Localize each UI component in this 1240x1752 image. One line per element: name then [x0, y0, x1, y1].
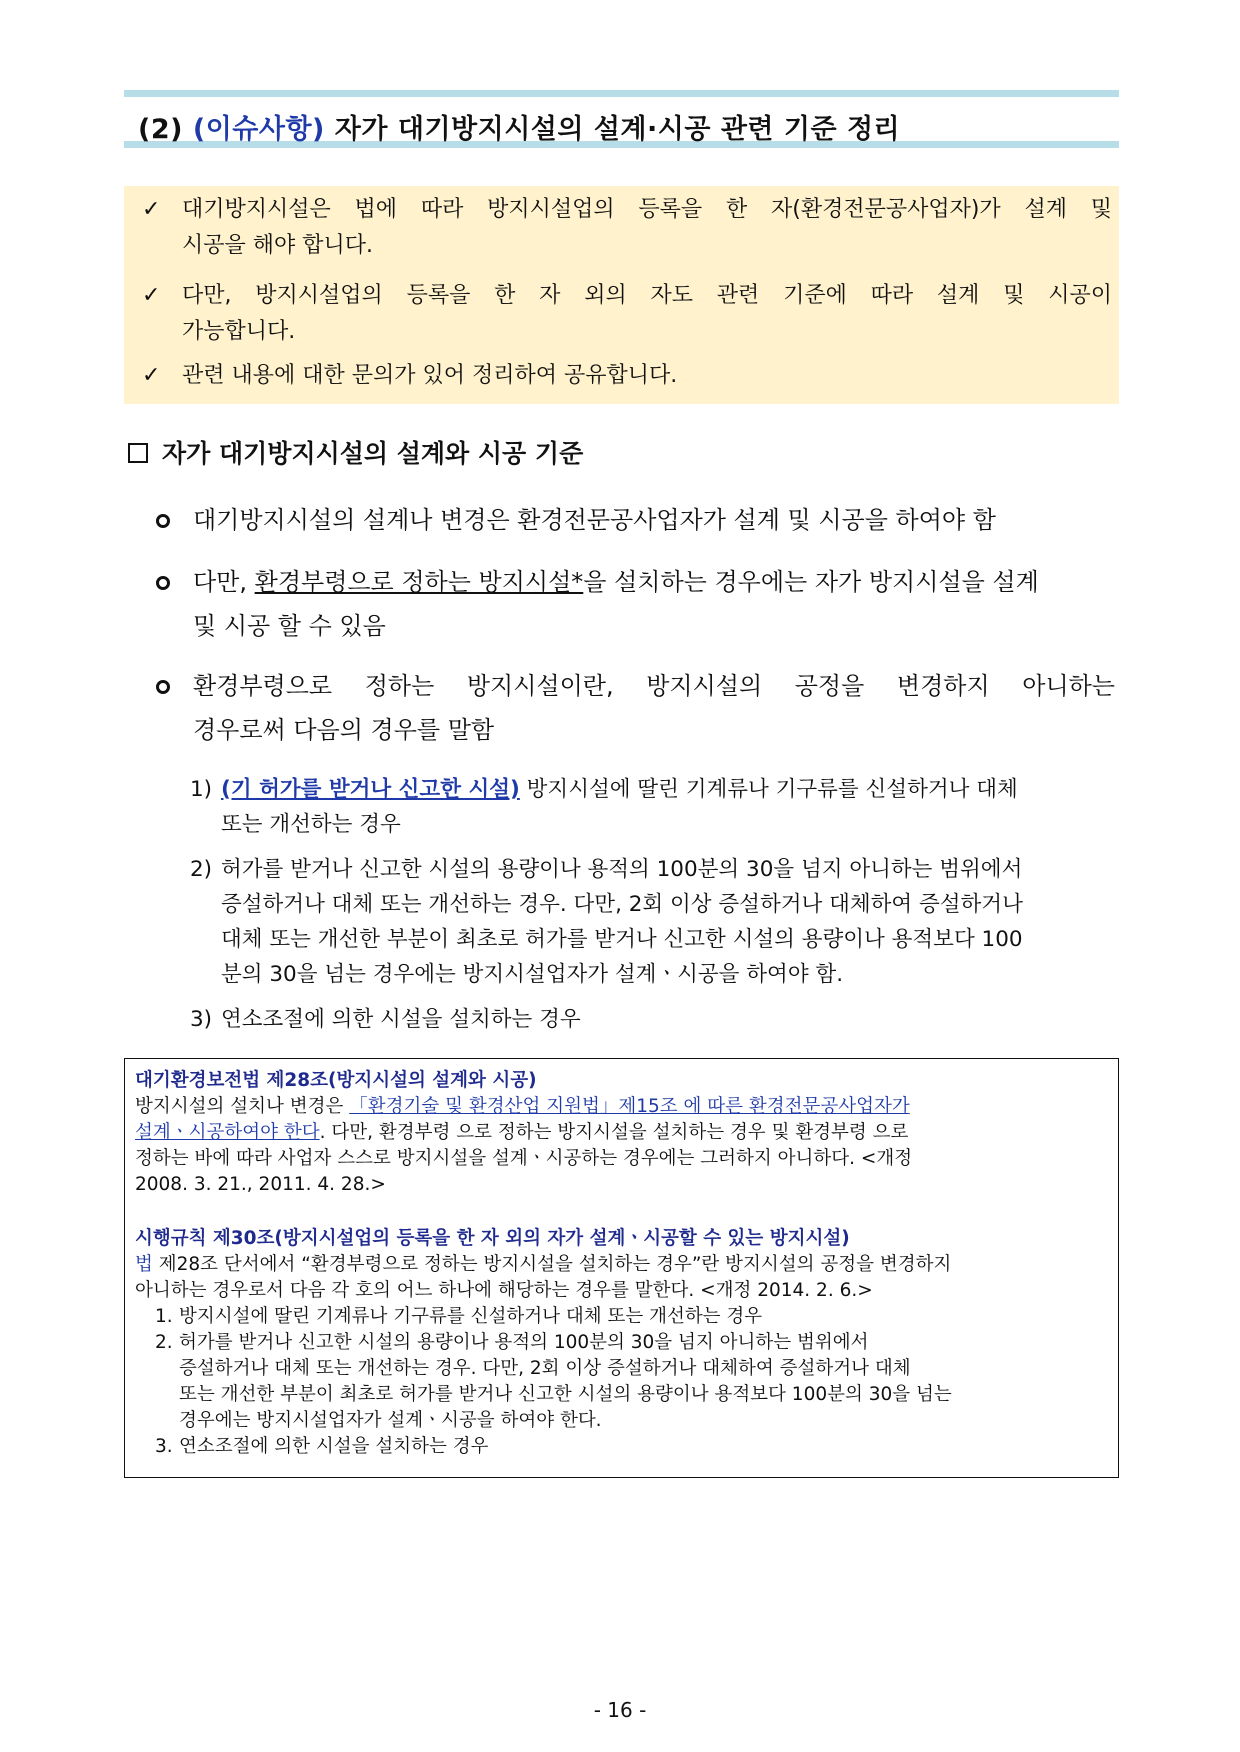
- page-title: [138, 107, 900, 146]
- rule-text: 아니하는 경우로서 다음 각 호의 어느 하나에 해당하는 경우를 말한다. <개정 2014. 2. 6.>: [135, 1280, 873, 1301]
- circle-bullet-icon: [156, 576, 170, 590]
- law-link[interactable]: 설계ㆍ시공하여야 한다: [135, 1122, 320, 1143]
- item-text: 연소조절에 의한 시설을 설치하는 경우: [221, 1007, 581, 1032]
- rule-item-number: 2.: [155, 1332, 173, 1353]
- bullet-text: 경우로써 다음의 경우를 말함: [193, 716, 495, 744]
- act-text: [135, 1095, 910, 1119]
- act-heading: 대기환경보전법 제28조(방지시설의 설계와 시공): [135, 1070, 537, 1091]
- act-text: 2008. 3. 21., 2011. 4. 28.>: [135, 1174, 386, 1195]
- item-text: 허가를 받거나 신고한 시설의 용량이나 용적의 100분의 30을 넘지 아니하는 범위에서: [221, 857, 1023, 882]
- act-text: 정하는 바에 따라 사업자 스스로 방지시설을 설계ㆍ시공하는 경우에는 그러하지 아니하다. <개정: [135, 1148, 913, 1169]
- rule-item-text: 허가를 받거나 신고한 시설의 용량이나 용적의 100분의 30을 넘지 아니하는 범위에서: [179, 1332, 869, 1353]
- item-text: [221, 776, 1018, 804]
- law-reference-box: [124, 1058, 1119, 1478]
- rule-heading: 시행규칙 제30조(방지시설업의 등록을 한 자 외의 자가 설계ㆍ시공할 수 있는 방지시설): [135, 1228, 850, 1249]
- bullet-text: 대기방지시설의 설계나 변경은 환경전문공사업자가 설계 및 시공을 하여야 함: [193, 506, 996, 534]
- act-text-part: 방지시설의 설치나 변경은: [135, 1096, 350, 1117]
- bullet-text: 및 시공 할 수 있음: [193, 612, 386, 640]
- item-text: 또는 개선하는 경우: [221, 812, 401, 837]
- bullet-text-part: 다만,: [193, 568, 255, 596]
- title-text: 자가 대기방지시설의 설계·시공 관련 기준 정리: [334, 114, 901, 145]
- circle-bullet-icon: [156, 680, 170, 694]
- summary-item-line: 다만, 방지시설업의 등록을 한 자 외의 자도 관련 기준에 따라 설계 및 시공이: [182, 283, 1112, 308]
- rule-item-number: 1.: [155, 1306, 173, 1327]
- item-number: 1): [190, 777, 213, 802]
- law-link[interactable]: 「환경기술 및 환경산업 지원법」제15조 에 따른 환경전문공사업자가: [349, 1096, 910, 1117]
- item-text: 증설하거나 대체 또는 개선하는 경우. 다만, 2회 이상 증설하거나 대체하여 증설하거나: [221, 892, 1023, 917]
- bullet-text-part: 을 설치하는 경우에는 자가 방지시설을 설계: [583, 568, 1039, 596]
- circle-bullet-icon: [156, 514, 170, 528]
- item-text: 분의 30을 넘는 경우에는 방지시설업자가 설계ㆍ시공을 하여야 함.: [221, 962, 844, 987]
- title-tag: (이슈사항): [192, 114, 325, 145]
- act-text-part: . 다만, 환경부령 으로 정하는 방지시설을 설치하는 경우 및 환경부령 으로: [319, 1122, 909, 1143]
- item-text-part: 방지시설에 딸린 기계류나 기구류를 신설하거나 대체: [519, 777, 1018, 802]
- summary-box: [124, 186, 1119, 404]
- item-number: 3): [190, 1007, 213, 1032]
- rule-item-text: 연소조절에 의한 시설을 설치하는 경우: [179, 1436, 489, 1457]
- title-number: (2): [138, 114, 183, 145]
- checkmark-icon: ✓: [142, 283, 161, 308]
- summary-item-line: 대기방지시설은 법에 따라 방지시설업의 등록을 한 자(환경전문공사업자)가 설계 및: [182, 197, 1112, 222]
- summary-item-line: 관련 내용에 대한 문의가 있어 정리하여 공유합니다.: [182, 363, 678, 388]
- section-heading-text: 자가 대기방지시설의 설계와 시공 기준: [162, 439, 584, 468]
- checkmark-icon: ✓: [142, 197, 161, 222]
- law-link[interactable]: 법: [135, 1254, 153, 1275]
- rule-item-text: 경우에는 방지시설업자가 설계ㆍ시공을 하여야 한다.: [179, 1410, 602, 1431]
- act-text: [135, 1121, 908, 1145]
- rule-item-text: 증설하거나 대체 또는 개선하는 경우. 다만, 2회 이상 증설하거나 대체하여 증설하거나 대체: [179, 1358, 911, 1379]
- checkmark-icon: ✓: [142, 363, 161, 388]
- rule-text-part: 제28조 단서에서 “환경부령으로 정하는 방지시설을 설치하는 경우”란 방지시설의 공정을 변경하지: [152, 1254, 952, 1275]
- item-text: 대체 또는 개선한 부분이 최초로 허가를 받거나 신고한 시설의 용량이나 용적보다 100: [221, 927, 1023, 952]
- bullet-text: [193, 567, 1039, 597]
- rule-item-text: 또는 개선한 부분이 최초로 허가를 받거나 신고한 시설의 용량이나 용적보다 100분의 30을 넘는: [179, 1384, 952, 1405]
- rule-item-text: 방지시설에 딸린 기계류나 기구류를 신설하거나 대체 또는 개선하는 경우: [179, 1306, 763, 1327]
- underlined-term: 환경부령으로 정하는 방지시설*: [254, 568, 584, 596]
- summary-item-line: 시공을 해야 합니다.: [182, 233, 373, 258]
- summary-item-line: 가능합니다.: [182, 319, 296, 344]
- square-bullet-icon: [128, 443, 148, 463]
- item-number: 2): [190, 857, 213, 882]
- section-title-bar: [124, 90, 1119, 148]
- rule-text: [135, 1253, 951, 1277]
- rule-item-number: 3.: [155, 1436, 173, 1457]
- page-number: - 16 -: [593, 1698, 647, 1722]
- bullet-text: 환경부령으로 정하는 방지시설이란, 방지시설의 공정을 변경하지 아니하는: [193, 672, 1115, 700]
- highlight-text: (기 허가를 받거나 신고한 시설): [221, 777, 520, 802]
- section-heading: [128, 434, 583, 470]
